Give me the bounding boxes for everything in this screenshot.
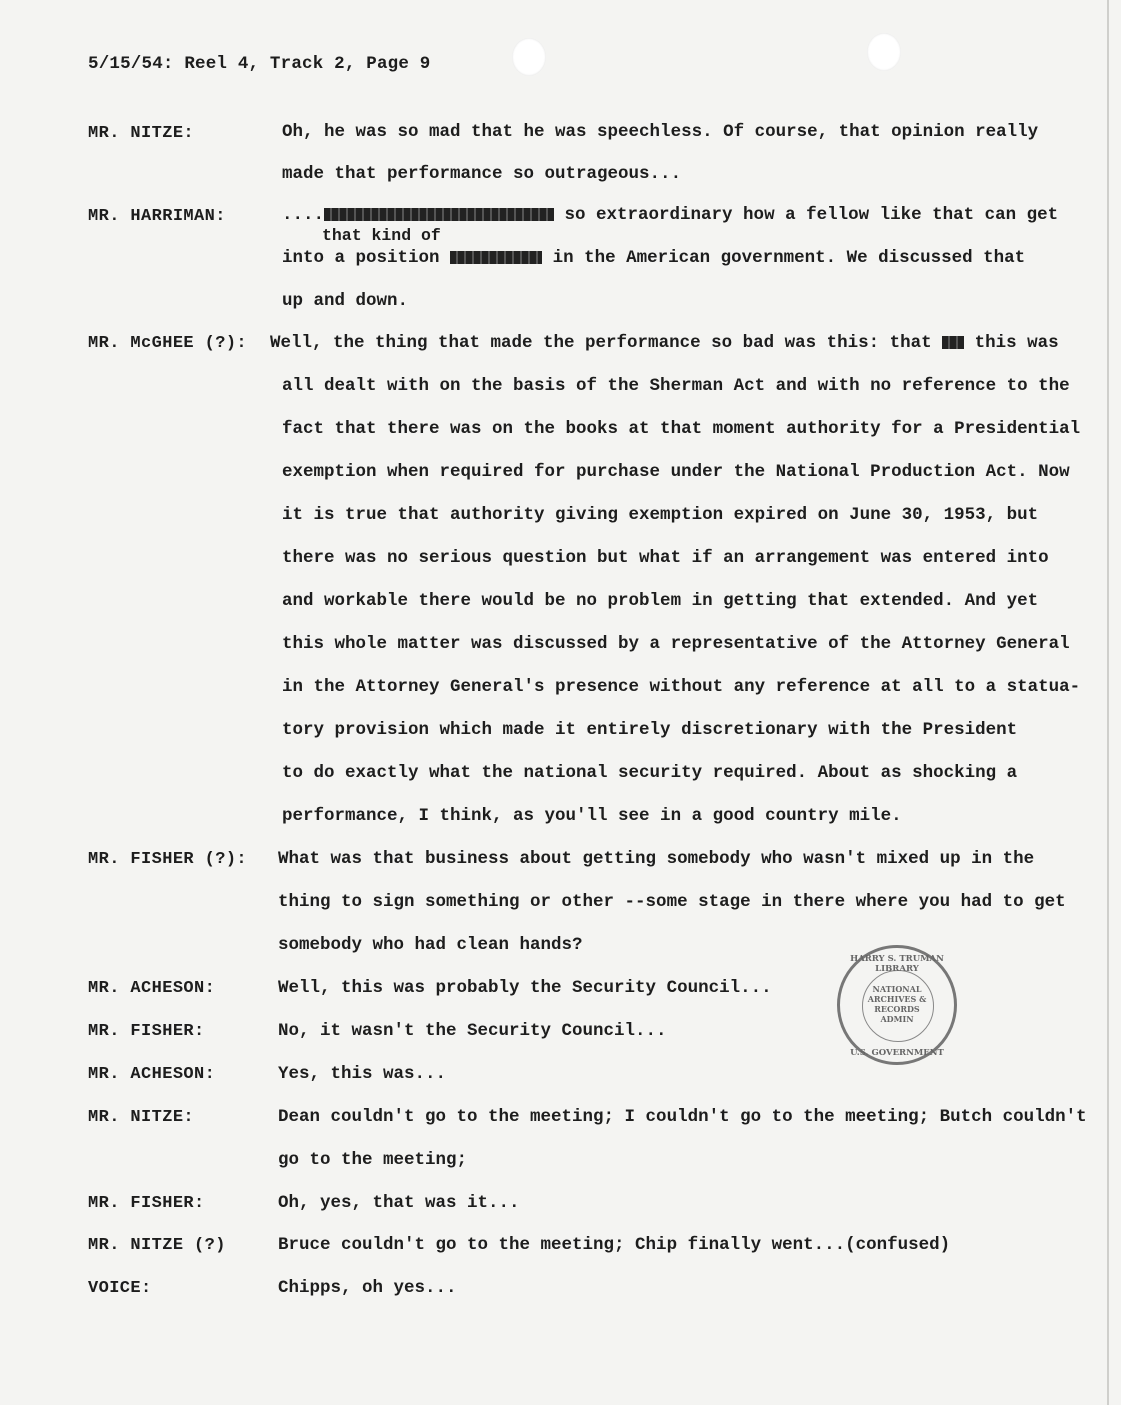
stamp-line: NATIONAL (872, 984, 922, 994)
stamp-bottom-text: U.S. GOVERNMENT (850, 1048, 944, 1058)
transcript-line: Yes, this was... (278, 1064, 447, 1084)
transcript-line: Oh, he was so mad that he was speechless. Of course, that opinion really (282, 122, 1039, 142)
punch-hole (867, 33, 901, 71)
transcript-line: go to the meeting; (278, 1150, 468, 1170)
speaker-label: MR. FISHER (?): (88, 850, 248, 869)
transcript-line: to do exactly what the national security required. About as shocking a (282, 763, 1018, 783)
transcript-line: .... so extraordinary how a fellow like that can get (282, 205, 1059, 225)
transcript-line (270, 333, 1059, 353)
speaker-label: MR. FISHER: (88, 1022, 205, 1041)
stamp-top-text: HARRY S. TRUMAN LIBRARY (850, 954, 944, 974)
transcript-line-text: this was (974, 333, 1059, 353)
transcript-line: Bruce couldn't go to the meeting; Chip finally went...(confused) (278, 1235, 951, 1255)
speaker-label: MR. ACHESON: (88, 1065, 216, 1084)
transcript-line: this whole matter was discussed by a representative of the Attorney General (282, 634, 1070, 654)
speaker-label: VOICE: (88, 1279, 152, 1298)
transcript-line: fact that there was on the books at that moment authority for a Presidential (282, 419, 1081, 439)
transcript-line: Chipps, oh yes... (278, 1278, 457, 1298)
stamp-line: ARCHIVES & (867, 994, 927, 1004)
transcript-line: thing to sign something or other --some stage in there where you had to get (278, 892, 1066, 912)
speaker-label: MR. McGHEE (?): (88, 334, 248, 353)
struck-text (450, 251, 542, 264)
struck-text (942, 336, 964, 349)
stamp-line: RECORDS (874, 1004, 920, 1014)
transcript-line: up and down. (282, 291, 409, 311)
transcript-line: No, it wasn't the Security Council... (278, 1021, 667, 1041)
transcript-line: in the Attorney General's presence without any reference at all to a statua- (282, 677, 1081, 697)
speaker-label: MR. NITZE: (88, 1108, 195, 1127)
transcript-line: What was that business about getting somebody who wasn't mixed up in the (278, 849, 1035, 869)
page-edge (1107, 0, 1109, 1405)
transcript-line: Dean couldn't go to the meeting; I couldn't go to the meeting; Butch couldn't (278, 1107, 1087, 1127)
speaker-label: MR. ACHESON: (88, 979, 216, 998)
transcript-line: Oh, yes, that was it... (278, 1193, 520, 1213)
transcript-line: it is true that authority giving exemption expired on June 30, 1953, but (282, 505, 1039, 525)
transcript-line: Well, this was probably the Security Council... (278, 978, 772, 998)
library-stamp (837, 945, 957, 1065)
speaker-label: MR. HARRIMAN: (88, 207, 226, 226)
transcript-line: somebody who had clean hands? (278, 935, 583, 955)
page-header: 5/15/54: Reel 4, Track 2, Page 9 (88, 54, 431, 74)
transcript-line-text: Well, the thing that made the performance so bad was this: that (270, 333, 932, 353)
transcript-line-text: into a position (282, 248, 440, 268)
struck-text (324, 208, 554, 221)
transcript-line: performance, I think, as you'll see in a good country mile. (282, 806, 902, 826)
stamp-line: ADMIN (880, 1014, 914, 1024)
speaker-label: MR. NITZE (?) (88, 1236, 226, 1255)
transcript-line-text: in the American government. We discussed that (552, 248, 1026, 268)
transcript-line: exemption when required for purchase under the National Production Act. Now (282, 462, 1070, 482)
transcript-line: tory provision which made it entirely discretionary with the President (282, 720, 1018, 740)
transcript-line-text: so extraordinary how a fellow like that can get (564, 205, 1059, 225)
speaker-label: MR. FISHER: (88, 1194, 205, 1213)
speaker-label: MR. NITZE: (88, 124, 195, 143)
punch-hole (512, 38, 546, 76)
transcript-line: there was no serious question but what if an arrangement was entered into (282, 548, 1049, 568)
handwritten-insertion: that kind of (322, 226, 441, 245)
transcript-line: all dealt with on the basis of the Sherman Act and with no reference to the (282, 376, 1070, 396)
transcript-line: made that performance so outrageous... (282, 164, 682, 184)
transcript-line (282, 248, 1025, 268)
transcript-line: and workable there would be no problem in getting that extended. And yet (282, 591, 1039, 611)
